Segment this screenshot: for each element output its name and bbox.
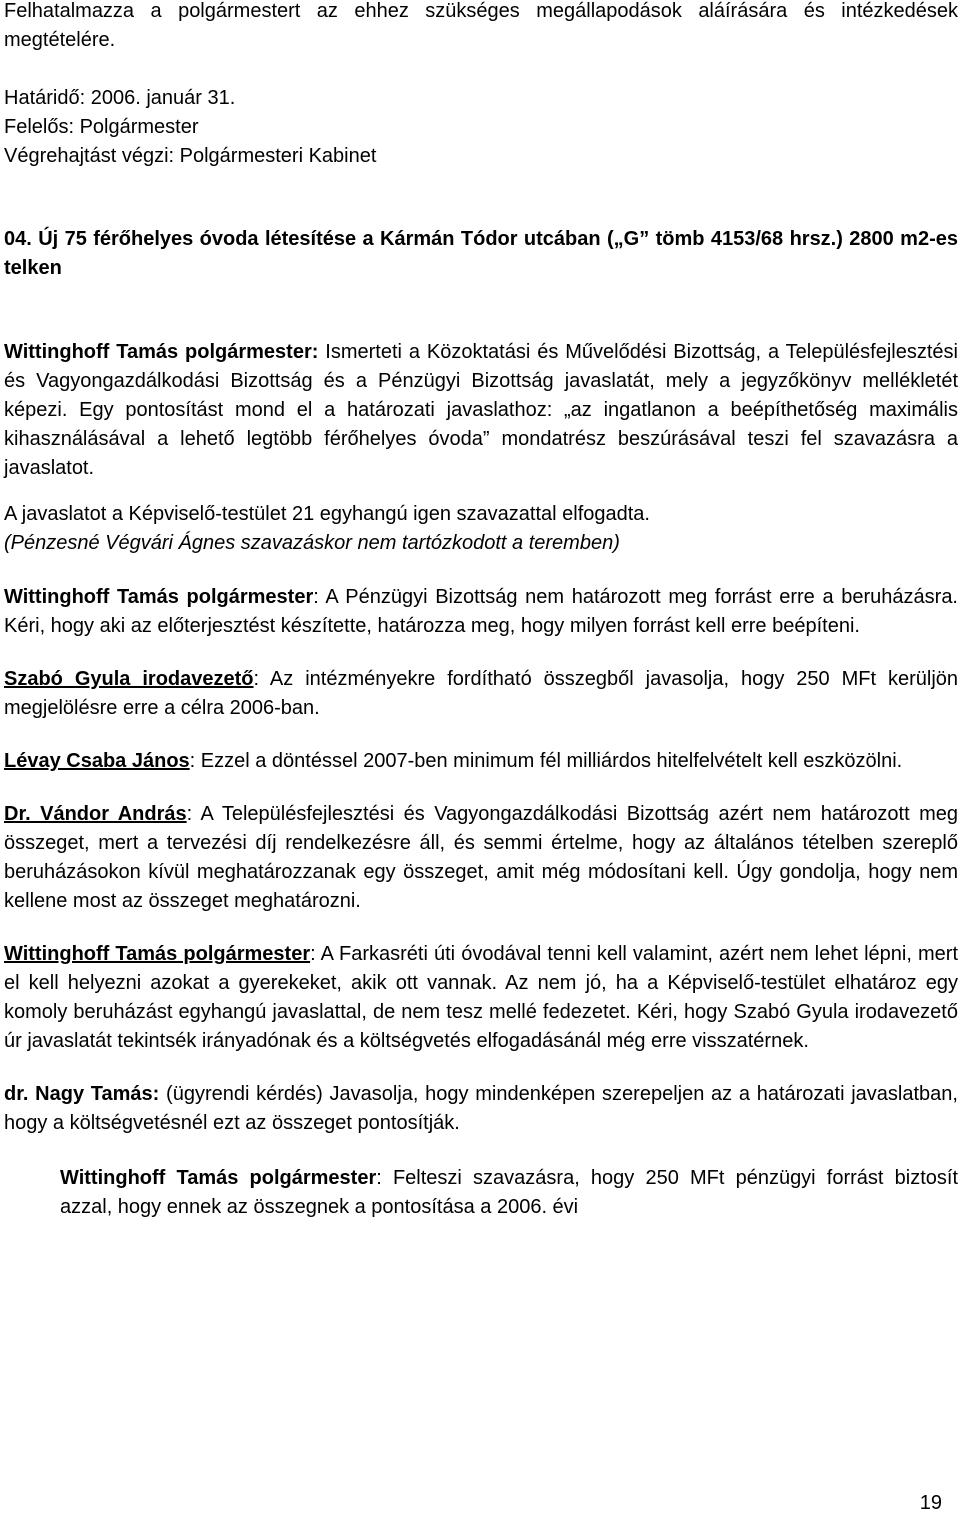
speech-text: : A Településfejlesztési és Vagyongazdálkodási Bizottság azért nem határozott meg összeget, mert a tervezési díj rendelkezésre áll, és semmi értelme, hogy az általános tételben szereplő beruházásokon kívül meghatározzanak egy összeget, amit még módosítani kell. Úgy gondolja, hogy nem kellene most az összeget meghatározni. (4, 803, 959, 912)
speech-paragraph (4, 747, 958, 776)
responsible-line: Felelős: Polgármester (4, 116, 199, 138)
speech-text: : A Farkasréti úti óvodával tenni kell valamint, azért nem lehet lépni, mert el kell helyezni azokat a gyerekeket, akik ott vannak. Az nem jó, ha a Képviselő-testület elhatároz egy komoly beruházást egyhangú javaslattal, de nem tesz mellé fedezetet. Kéri, hogy Szabó Gyula irodavezető úr javaslatát tekintsék irányadónak és a költségvetés elfogadásánál még erre visszatérnek. (4, 943, 958, 1052)
speech-paragraph (4, 800, 958, 916)
speech-text: : A Pénzügyi Bizottság nem határozott meg forrást erre a beruházásra. Kéri, hogy aki az előterjesztést készítette, határozza meg, hogy milyen forrást kell erre beépíteni. (4, 586, 958, 637)
speaker-name: Wittinghoff Tamás polgármester (4, 943, 311, 965)
document-page (4, 0, 958, 1222)
vote-result: A javaslatot a Képviselő-testület 21 egyhangú igen szavazattal elfogadta. (4, 503, 650, 525)
speaker-name: Wittinghoff Tamás polgármester: (4, 341, 319, 363)
speaker-name: Wittinghoff Tamás polgármester (60, 1167, 377, 1189)
speech-paragraph (4, 665, 958, 723)
speech-paragraph (4, 583, 958, 641)
deadline-line: Határidő: 2006. január 31. (4, 87, 236, 109)
page-number: 19 (919, 1492, 942, 1514)
authorization-text: Felhatalmazza a polgármestert az ehhez szükséges megállapodások aláírására és intézkedések megtételére. (4, 0, 958, 51)
agenda-item-title: 04. Új 75 férőhelyes óvoda létesítése a Kármán Tódor utcában („G” tömb 4153/68 hrsz.) 2800 m2-es telken (4, 228, 958, 279)
speech-paragraph (4, 940, 958, 1056)
speech-text: : Ezzel a döntéssel 2007-ben minimum fél milliárdos hitelfelvételt kell eszközölni. (189, 750, 903, 772)
speech-text: Ismerteti a Közoktatási és Művelődési Bizottság, a Településfejlesztési és Vagyongazdálkodási Bizottság és a Pénzügyi Bizottság javaslatát, mely a jegyzőkönyv mellékletét képezi. Egy pontosítást mond el a határozati javaslathoz: „az ingatlanon a beépíthetőség maximális kihasználásával a lehető legtöbb férőhelyes óvoda” mondatrész beszúrásával teszi fel szavazásra a javaslatot. (4, 341, 958, 479)
executor-line: Végrehajtást végzi: Polgármesteri Kabinet (4, 145, 377, 167)
speech-text: (ügyrendi kérdés) Javasolja, hogy mindenképen szerepeljen az a határozati javaslatban, hogy a költségvetésnél ezt az összeget pontosítják. (4, 1083, 958, 1134)
speech-paragraph (4, 338, 958, 483)
speech-text: : Az intézményekre fordítható összegből javasolja, hogy 250 MFt kerüljön megjelölésre erre a célra 2006-ban. (4, 668, 959, 719)
speech-text: : Felteszi szavazásra, hogy 250 MFt pénzügyi forrást biztosít azzal, hogy ennek az összegnek a pontosítása a 2006. évi (60, 1167, 958, 1218)
speaker-name: Szabó Gyula irodavezető (4, 668, 254, 690)
speech-paragraph (4, 1080, 958, 1138)
speech-paragraph (60, 1164, 958, 1222)
speaker-name: Dr. Vándor András (4, 803, 187, 825)
speaker-name: dr. Nagy Tamás: (4, 1083, 160, 1105)
vote-note: (Pénzesné Végvári Ágnes szavazáskor nem tartózkodott a teremben) (4, 532, 620, 554)
speaker-name: Wittinghoff Tamás polgármester (4, 586, 314, 608)
speaker-name: Lévay Csaba János (4, 750, 190, 772)
